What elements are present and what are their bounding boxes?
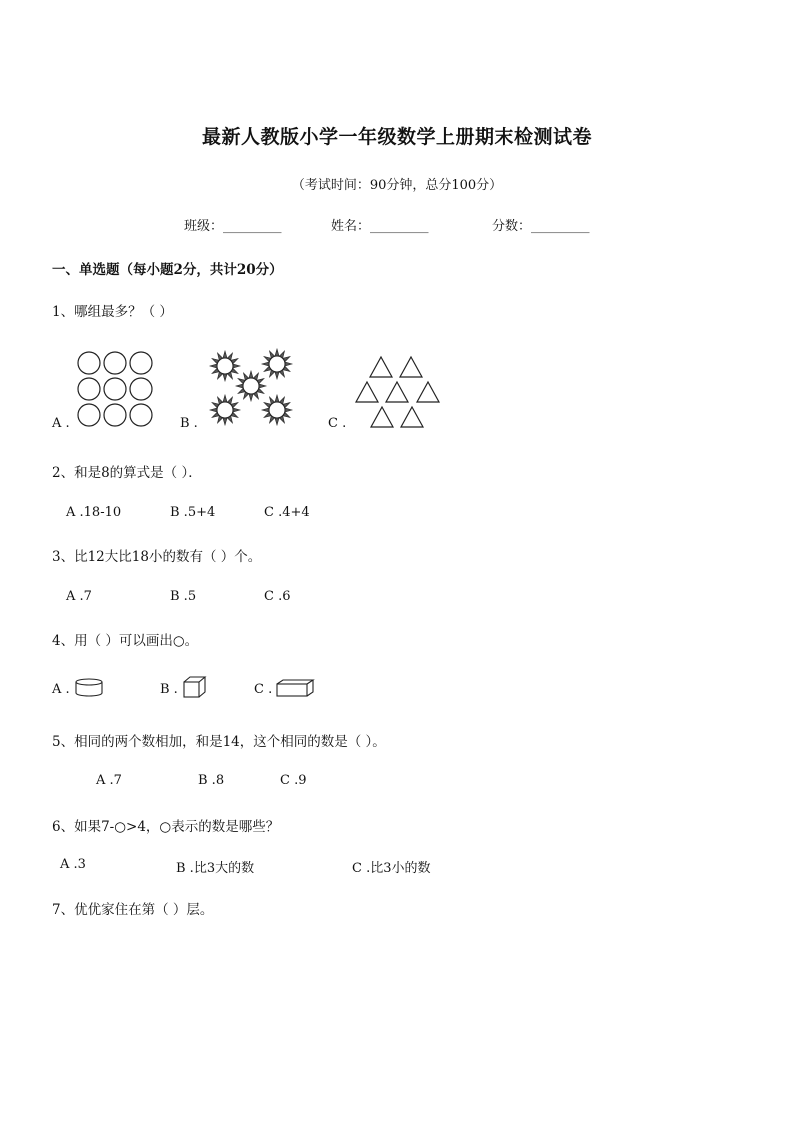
class-field: 班级：_________ — [184, 219, 282, 234]
q6-option-c: C .比3小的数 — [352, 861, 431, 876]
q2-option-b: B .5+4 — [170, 505, 216, 520]
sun-icon — [236, 371, 266, 401]
sun-icon — [210, 395, 240, 425]
q5-option-b: B .8 — [198, 773, 225, 788]
circles-group-icon — [76, 350, 156, 430]
page-title: 最新人教版小学一年级数学上册期末检测试卷 — [201, 126, 592, 148]
sun-icon — [262, 395, 292, 425]
cube-icon — [183, 676, 207, 698]
q1-option-c: C . — [328, 416, 347, 431]
question-3: 3、比12大比18小的数有（ ）个。 — [52, 549, 262, 565]
suns-group-icon — [205, 348, 297, 426]
q3-option-a: A .7 — [66, 589, 92, 604]
question-6: 6、如果7-○>4，○表示的数是哪些？ — [52, 819, 280, 835]
triangles-group-icon — [355, 355, 441, 427]
question-2: 2、和是8的算式是（ ）． — [52, 465, 202, 481]
section-heading: 一、单选题（每小题2分，共计20分） — [52, 262, 283, 278]
q4-option-b: B . — [160, 682, 178, 697]
q2-option-c: C .4+4 — [264, 505, 310, 520]
cuboid-icon — [276, 679, 314, 697]
q1-option-a: A . — [52, 416, 70, 431]
cylinder-icon — [74, 678, 104, 698]
score-field: 分数：_________ — [492, 219, 590, 234]
sun-icon — [210, 351, 240, 381]
q6-option-a: A .3 — [60, 857, 86, 872]
q5-option-a: A .7 — [96, 773, 122, 788]
question-7: 7、优优家住在第（ ）层。 — [52, 902, 214, 918]
name-field: 姓名：_________ — [331, 219, 429, 234]
question-1: 1、哪组最多？（ ） — [52, 304, 173, 320]
q1-option-b: B . — [180, 416, 198, 431]
q3-option-c: C .6 — [264, 589, 291, 604]
sun-icon — [262, 349, 292, 379]
q2-option-a: A .18-10 — [66, 505, 122, 520]
q6-option-b: B .比3大的数 — [176, 861, 255, 876]
q5-option-c: C .9 — [280, 773, 307, 788]
q4-option-a: A . — [52, 682, 70, 697]
q4-option-c: C . — [254, 682, 273, 697]
q3-option-b: B .5 — [170, 589, 197, 604]
question-4: 4、用（ ）可以画出○。 — [52, 633, 199, 649]
exam-subtitle: （考试时间：90分钟，总分100分） — [291, 178, 503, 193]
question-5: 5、相同的两个数相加，和是14，这个相同的数是（ ）。 — [52, 734, 386, 750]
